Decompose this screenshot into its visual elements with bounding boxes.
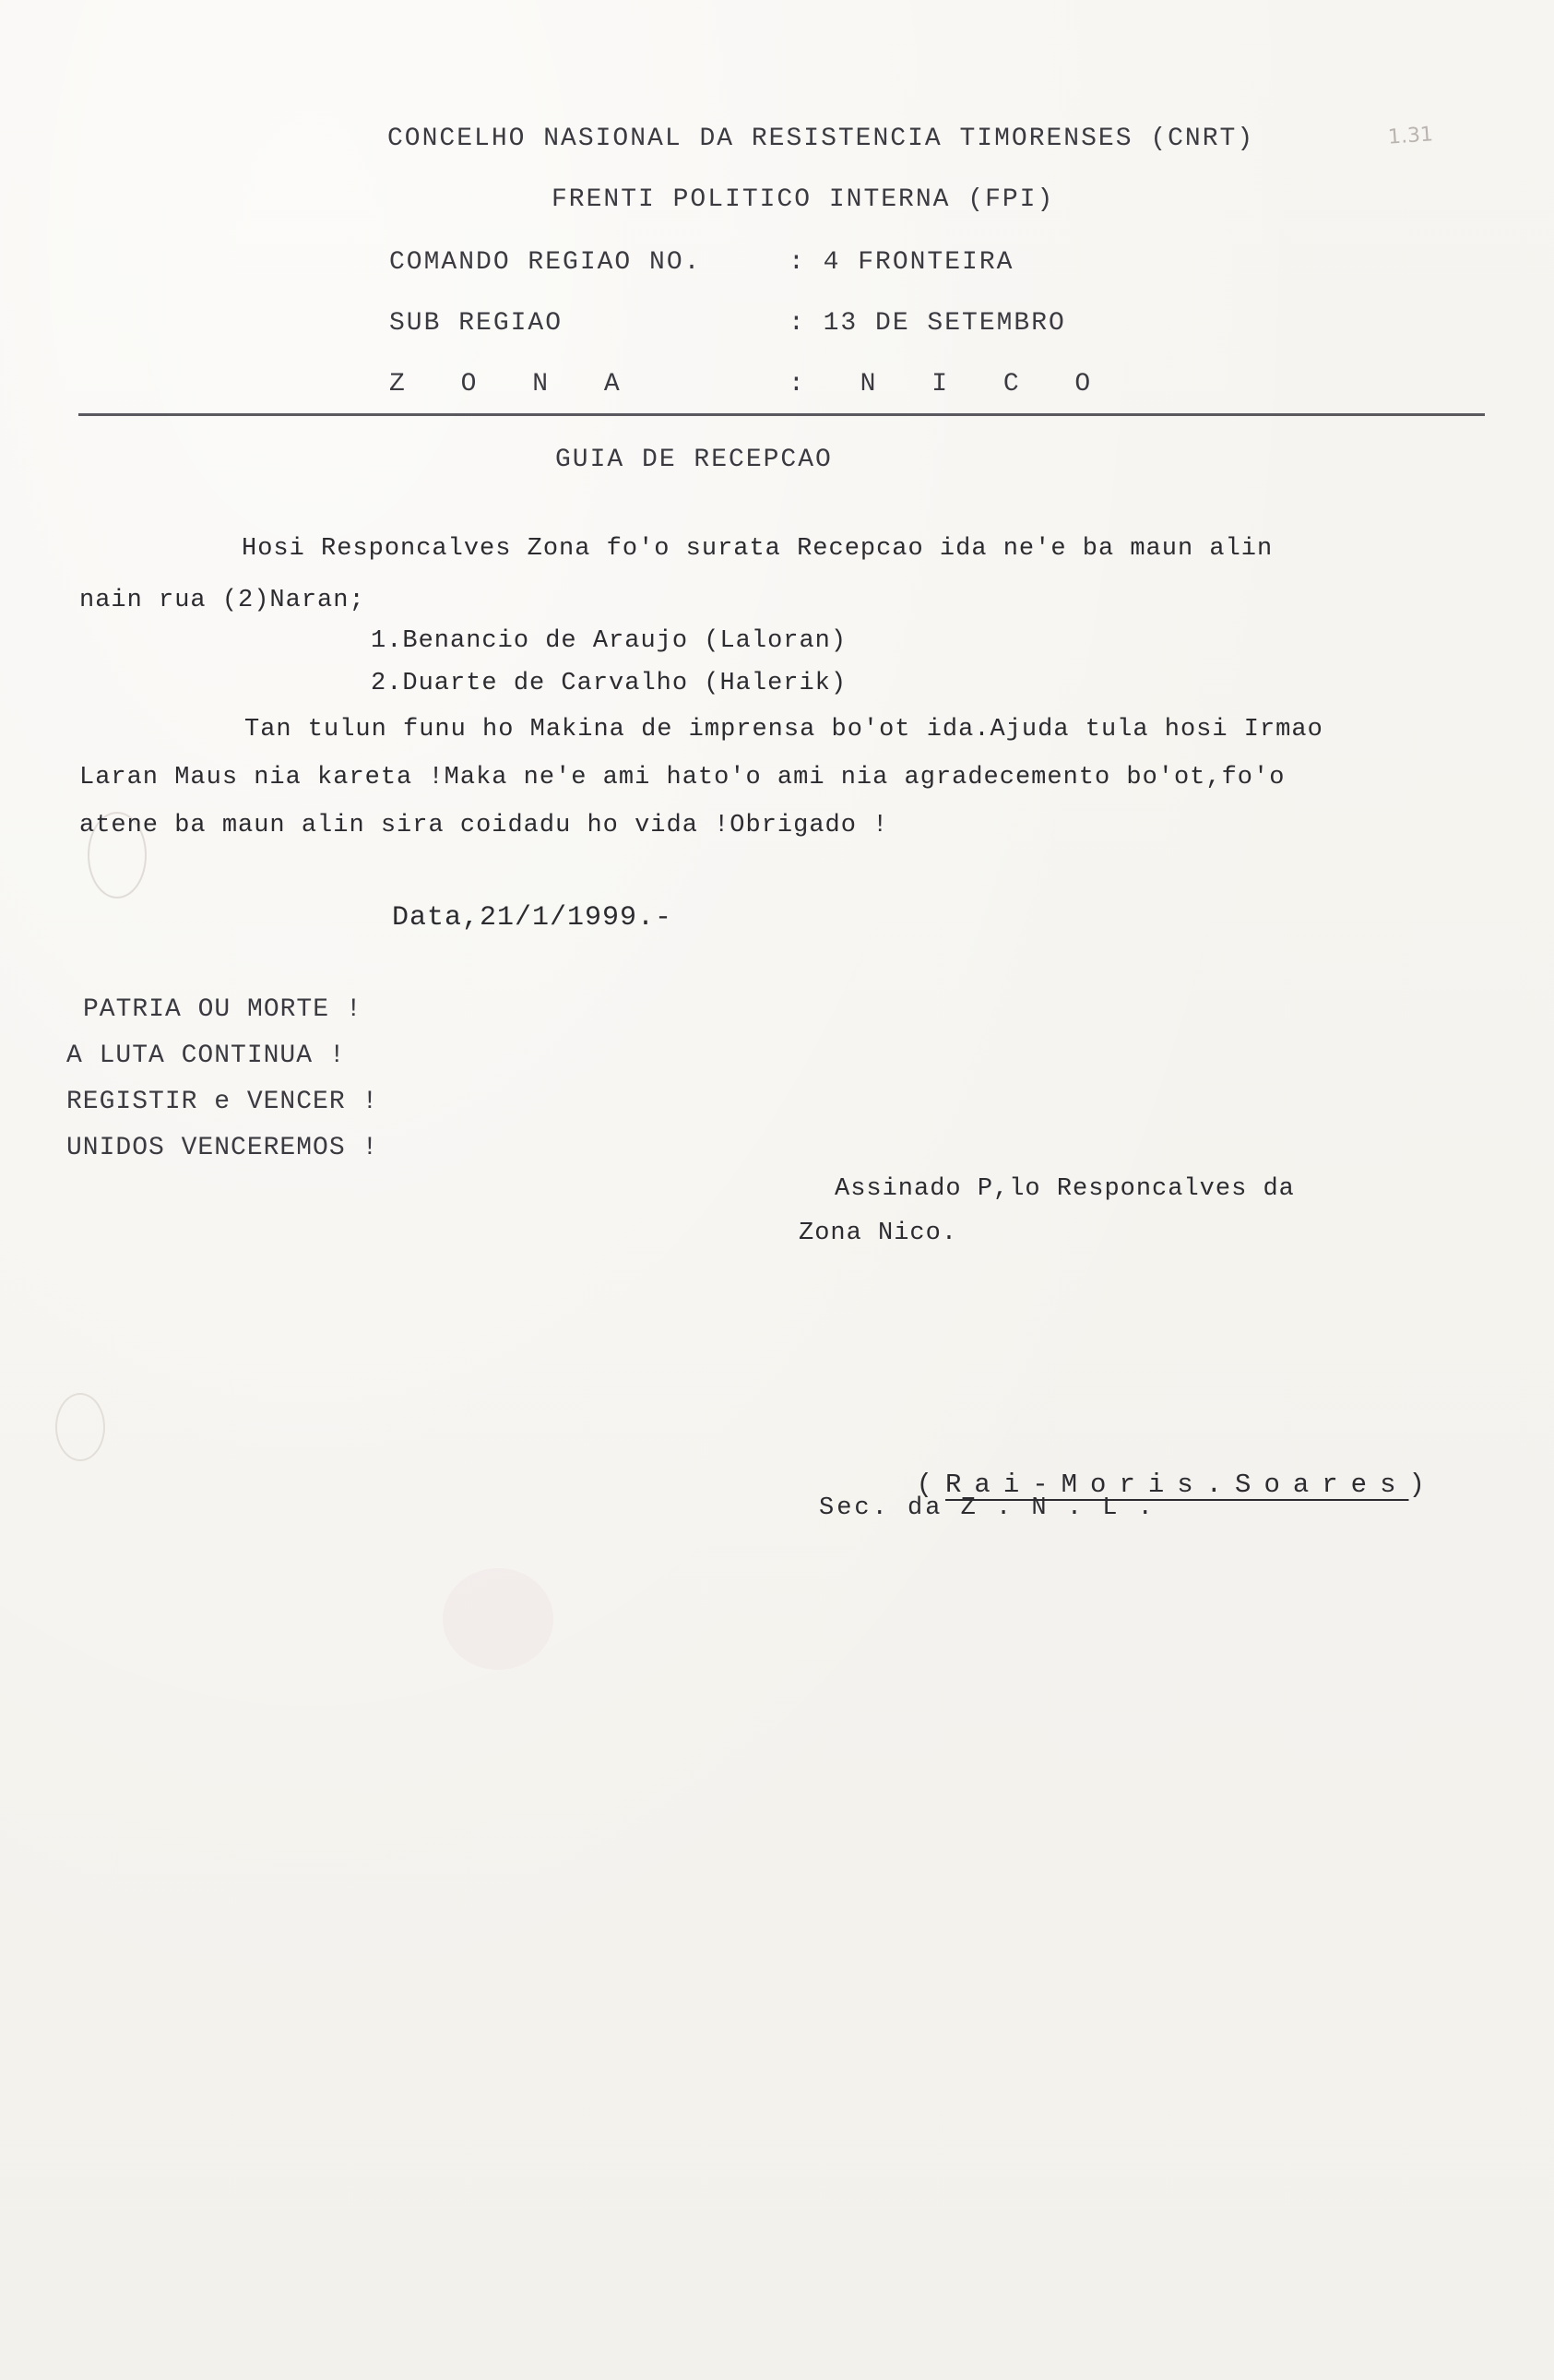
slogan-4: UNIDOS VENCEREMOS ! (66, 1134, 379, 1162)
header-command-value: : 4 FRONTEIRA (789, 248, 1014, 277)
header-subregion-label: SUB REGIAO (389, 309, 563, 338)
signature-close-paren: ) (1408, 1470, 1438, 1500)
name-item-2: 2.Duarte de Carvalho (Halerik) (371, 670, 848, 697)
body-line-4: Laran Maus nia kareta !Maka ne'e ami hato'o ami nia agradecemento bo'ot,fo'o (79, 764, 1286, 791)
header-front: FRENTI POLITICO INTERNA (FPI) (552, 185, 1055, 214)
slogan-1: PATRIA OU MORTE ! (83, 995, 362, 1024)
margin-note: 1.31 (1387, 123, 1434, 149)
header-zone-label: Z O N A (389, 370, 640, 399)
signature-open-paren: ( (916, 1470, 946, 1500)
signed-line-1: Assinado P,lo Responcalves da (835, 1175, 1295, 1203)
document-date: Data,21/1/1999.- (392, 902, 673, 934)
signature-name: Rai-Moris.Soares (945, 1470, 1409, 1500)
header-command-label: COMANDO REGIAO NO. (389, 248, 702, 277)
header-divider (78, 413, 1485, 416)
paper-stain (443, 1568, 553, 1670)
slogan-3: REGISTIR e VENCER ! (66, 1088, 379, 1116)
header-subregion-value: : 13 DE SETEMBRO (789, 309, 1066, 338)
signed-line-2: Zona Nico. (799, 1220, 958, 1247)
document-title: GUIA DE RECEPCAO (555, 446, 833, 474)
body-line-1: Hosi Responcalves Zona fo'o surata Recepcao ida ne'e ba maun alin (242, 535, 1274, 563)
header-organization: CONCELHO NASIONAL DA RESISTENCIA TIMORENSES (CNRT) (387, 125, 1255, 153)
name-item-1: 1.Benancio de Araujo (Laloran) (371, 627, 848, 655)
header-zone-value: : N I C O (789, 370, 1111, 399)
body-line-3: Tan tulun funu ho Makina de imprensa bo'ot ida.Ajuda tula hosi Irmao (244, 716, 1323, 744)
body-line-5: atene ba maun alin sira coidadu ho vida !Obrigado ! (79, 812, 889, 839)
slogan-2: A LUTA CONTINUA ! (66, 1041, 346, 1070)
body-line-2: nain rua (2)Naran; (79, 587, 365, 614)
paper-stain (55, 1393, 105, 1461)
signature-role: Sec. da Z . N . L . (819, 1494, 1156, 1522)
